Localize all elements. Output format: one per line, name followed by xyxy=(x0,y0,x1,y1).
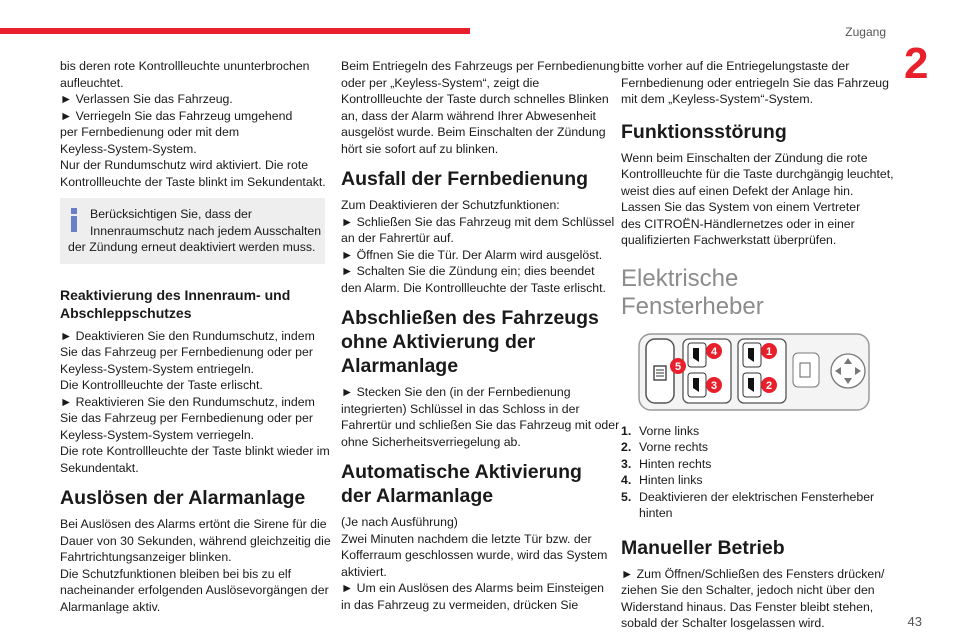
text-line: Nur der Rundumschutz wird aktiviert. Die rote xyxy=(60,158,309,172)
text-line: Alarmanlage aktiv. xyxy=(60,599,161,614)
text-line: Kontrollleuchte der Taste blinkt im Sekundentakt. xyxy=(60,174,326,189)
svg-text:1: 1 xyxy=(765,345,773,358)
section-title: Zugang xyxy=(845,25,886,39)
text-line: Die Schutzfunktionen bleiben bei bis zu elf xyxy=(60,566,292,581)
badge-1 xyxy=(761,343,777,359)
paragraph-reaktivierung xyxy=(60,328,330,477)
text-line: mit dem „Keyless-System“-System. xyxy=(621,92,813,106)
badge-2 xyxy=(761,377,777,393)
chapter-number: 2 xyxy=(904,39,929,88)
paragraph-intro xyxy=(60,58,325,190)
text-line: ► Stecken Sie den (in der Fernbedienung xyxy=(341,385,571,399)
text-line: Keyless-System-System verriegeln. xyxy=(60,427,255,442)
text-line: ► Öffnen Sie die Tür. Der Alarm wird ausgelöst. xyxy=(341,247,603,262)
text-line: ► Reaktivieren Sie den Rundumschutz, indem xyxy=(60,394,315,409)
list-item: 3. Hinten rechts xyxy=(621,456,712,471)
text-line: Sie das Fahrzeug per Fernbedienung oder per xyxy=(60,411,313,425)
svg-text:5: 5 xyxy=(674,360,682,373)
text-line: Dauer von 30 Sekunden, während gleichzeitig die xyxy=(60,533,331,548)
text-line: Widerstand hinaus. Das Fenster bleibt stehen, xyxy=(621,599,874,614)
text-line: Die rote Kontrollleuchte der Taste blinkt wieder im xyxy=(60,444,330,458)
text-line: ► Schalten Sie die Zündung ein; dies beendet xyxy=(341,264,595,278)
text-line: ► Verlassen Sie das Fahrzeug. xyxy=(60,92,233,106)
text-line: Wenn beim Einschalten der Zündung die rote xyxy=(621,150,868,165)
badge-3 xyxy=(706,377,722,393)
svg-text:2: 2 xyxy=(765,379,773,392)
list-item: 1. Vorne links xyxy=(621,423,700,438)
info-text-line: Berücksichtigen Sie, dass der xyxy=(90,207,252,221)
text-line: Zum Deaktivieren der Schutzfunktionen: xyxy=(341,198,560,212)
text-line: Lassen Sie das System von einem Vertreter xyxy=(621,200,861,214)
paragraph-abschliessen xyxy=(341,384,620,450)
header-accent-bar xyxy=(0,28,470,34)
text-line: integrierten) Schlüssel in das Schloss in der xyxy=(341,401,580,416)
paragraph-ausfall xyxy=(341,197,615,296)
text-line: Kofferraum geschlossen wurde, wird das System xyxy=(341,548,608,562)
heading-ausfall-fernbedienung: Ausfall der Fernbedienung xyxy=(341,168,589,190)
list-item: 2. Vorne rechts xyxy=(621,440,709,454)
column-2 xyxy=(341,58,620,613)
list-item: 5. Deaktivieren der elektrischen Fensterheber hinten xyxy=(621,489,875,520)
text-line: Fahrtrichtungsanzeiger blinken. xyxy=(60,550,232,564)
badge-4 xyxy=(706,343,722,359)
window-switch-figure xyxy=(638,333,870,411)
heading-elektrische-fensterheber: Elektrische Fensterheber xyxy=(621,264,764,320)
svg-text:4: 4 xyxy=(710,345,718,358)
text-line: ohne Sicherheitsverriegelung ab. xyxy=(341,434,521,449)
text-line: Kontrollleuchte für die Taste durchgängig leuchtet, xyxy=(621,167,894,181)
paragraph-funktionsstoerung xyxy=(621,150,894,249)
text-line: aktiviert. xyxy=(341,564,387,579)
text-line: des CITROËN-Händlernetzes oder in einer xyxy=(621,216,855,231)
text-line: Beim Entriegeln des Fahrzeugs per Fernbedienung xyxy=(341,59,620,73)
text-line: ► Verriegeln Sie das Fahrzeug umgehend xyxy=(60,108,293,123)
text-line: bis deren rote Kontrollleuchte ununterbrochen xyxy=(60,59,310,73)
text-line: aufleuchtet. xyxy=(60,75,124,90)
text-line: Die Kontrollleuchte der Taste erlischt. xyxy=(60,378,263,392)
text-line: an, dass der Alarm während Ihrer Abwesenheit xyxy=(341,108,596,123)
text-line: in das Fahrzeug zu vermeiden, drücken Sie xyxy=(341,597,579,612)
text-line: hört sie sofort auf zu blinken. xyxy=(341,141,499,156)
heading-abschliessen: Abschließen des Fahrzeugs ohne Aktivierung der Alarmanlage xyxy=(341,307,599,377)
list-item: 4. Hinten links xyxy=(621,473,703,487)
paragraph-entriegeln xyxy=(341,58,620,157)
paragraph-automatisch xyxy=(341,514,606,613)
window-switch-panel-illustration xyxy=(638,333,870,411)
text-line: ► Schließen Sie das Fahrzeug mit dem Schlüssel xyxy=(341,214,615,229)
text-line: qualifizierten Fachwerkstatt überprüfen. xyxy=(621,233,837,247)
text-line: weist dies auf einen Defekt der Anlage hin. xyxy=(621,183,854,198)
text-line: nacheinander erfolgenden Auslösevorgängen der xyxy=(60,583,329,597)
text-line: sobald der Schalter losgelassen wird. xyxy=(621,616,825,630)
column-3 xyxy=(621,58,894,632)
text-line: (Je nach Ausführung) xyxy=(341,515,458,529)
text-line: ziehen Sie den Schalter, jedoch nicht über den xyxy=(621,583,875,597)
info-text-line: der Zündung erneut deaktiviert werden muss. xyxy=(68,240,316,254)
text-line: Sekundentakt. xyxy=(60,460,139,475)
paragraph-entriegelungstaste xyxy=(621,58,889,108)
text-line: ► Zum Öffnen/Schließen des Fensters drücken/ xyxy=(621,566,885,581)
paragraph-ausloesen xyxy=(60,516,331,615)
text-line: Keyless-System-System. xyxy=(60,141,197,156)
svg-text:3: 3 xyxy=(710,379,718,392)
column-1 xyxy=(60,58,331,615)
heading-funktionsstoerung: Funktionsstörung xyxy=(621,120,787,143)
text-line: Bei Auslösen des Alarms ertönt die Sirene für die xyxy=(60,517,327,531)
info-box xyxy=(60,198,325,264)
heading-manueller-betrieb: Manueller Betrieb xyxy=(621,536,785,559)
text-line: ausgelöst wurde. Beim Einschalten der Zündung xyxy=(341,125,606,139)
text-line: Sie das Fahrzeug per Fernbedienung oder per xyxy=(60,345,313,359)
paragraph-manuell xyxy=(621,566,886,632)
info-text-line: Innenraumschutz nach jedem Ausschalten xyxy=(90,223,322,238)
text-line: ► Deaktivieren Sie den Rundumschutz, indem xyxy=(60,328,315,343)
text-line: Zwei Minuten nachdem die letzte Tür bzw. der xyxy=(341,531,592,546)
text-line: ► Um ein Auslösen des Alarms beim Einsteigen xyxy=(341,581,605,595)
text-line: Fernbedienung oder entriegeln Sie das Fahrzeug xyxy=(621,75,889,90)
heading-ausloesen: Auslösen der Alarmanlage xyxy=(60,487,306,509)
text-line: Keyless-System-System entriegeln. xyxy=(60,361,255,376)
window-list xyxy=(621,423,886,522)
text-line: an der Fahrertür auf. xyxy=(341,231,454,245)
subheading-reaktivierung: Reaktivierung des Innenraum- und Abschleppschutzes xyxy=(60,286,291,321)
badge-5 xyxy=(670,358,686,374)
info-icon xyxy=(69,208,79,232)
page-number: 43 xyxy=(907,614,922,629)
text-line: bitte vorher auf die Entriegelungstaste der xyxy=(621,59,850,73)
text-line: Fahrertür und schließen Sie das Fahrzeug mit oder xyxy=(341,418,620,432)
text-line: den Alarm. Die Kontrollleuchte der Taste erlischt. xyxy=(341,280,606,295)
text-line: oder per „Keyless-System“, zeigt die xyxy=(341,75,540,90)
heading-automatische-aktivierung: Automatische Aktivierung der Alarmanlage xyxy=(341,461,582,507)
text-line: Kontrollleuchte der Taste durch schnelles Blinken xyxy=(341,92,609,106)
text-line: per Fernbedienung oder mit dem xyxy=(60,125,240,139)
